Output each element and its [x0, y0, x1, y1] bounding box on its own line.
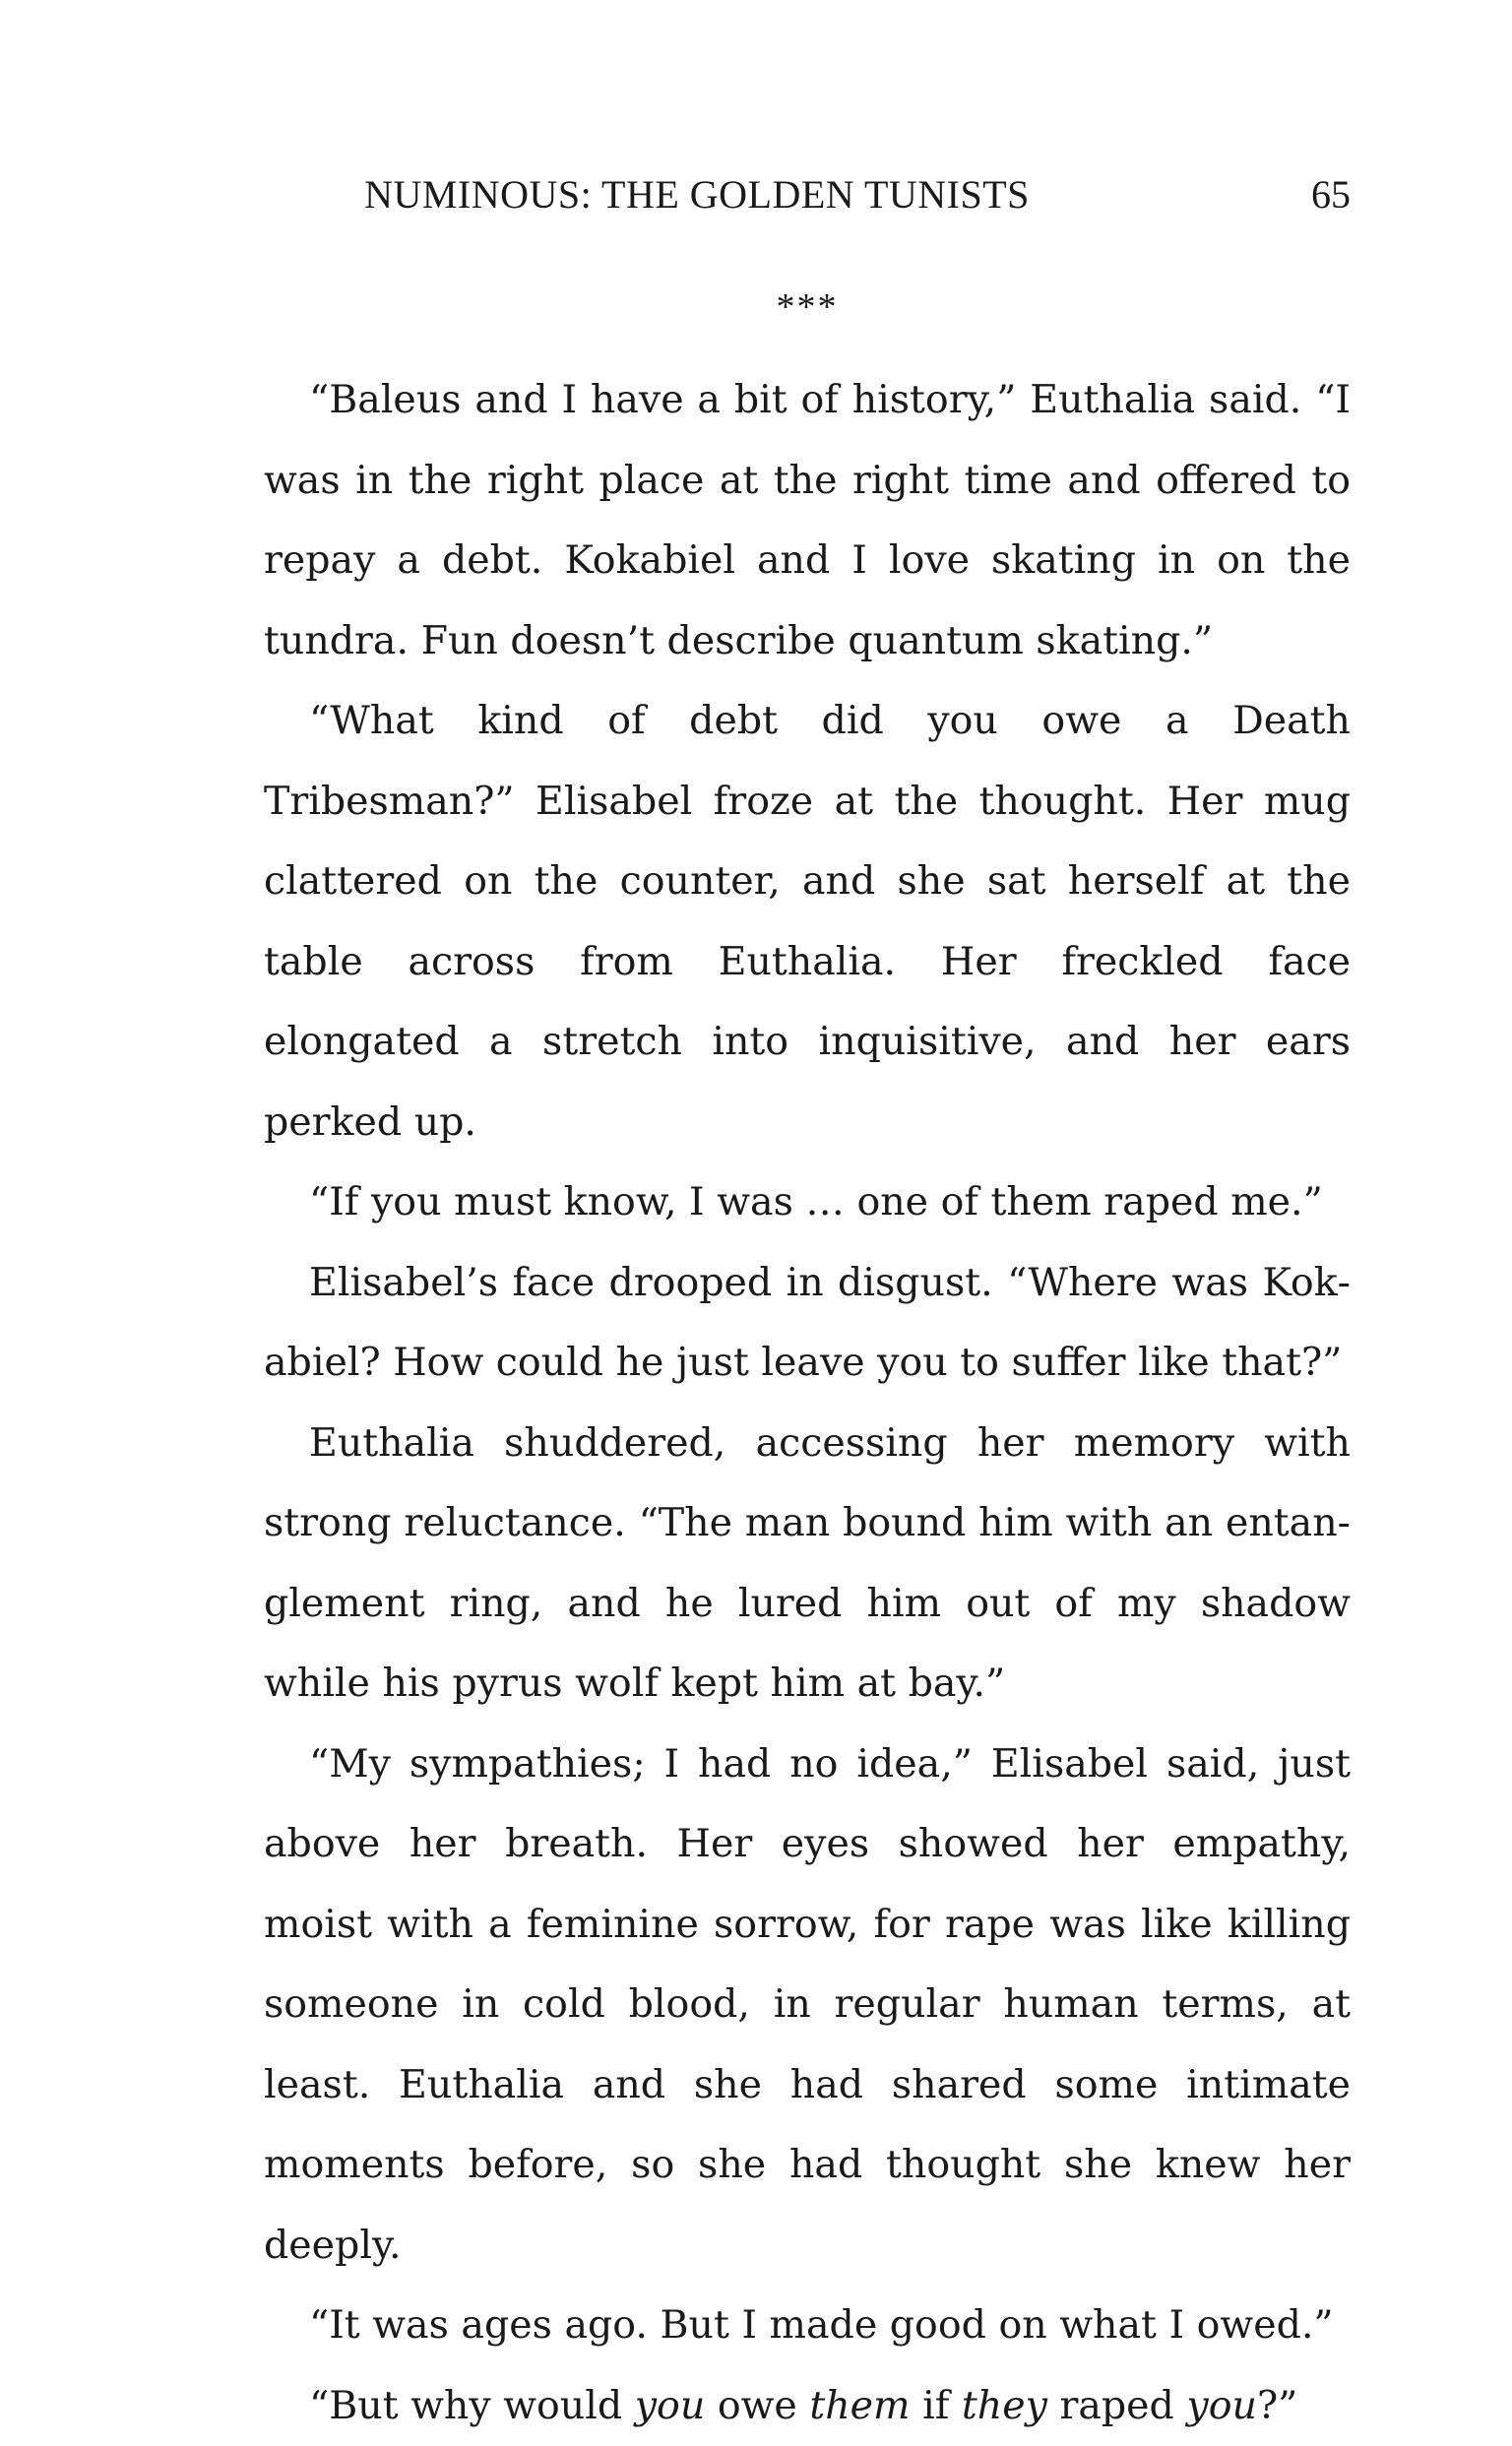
- paragraph: “My sympathies; I had no idea,” Elisabel said, just above her breath. Her eyes showed her empathy, moist with a feminine sorrow, for rape was like killing someone in cold blood, in regular human terms, at least. Euthalia and she had shared some intimate moments before, so she had thought she knew her deeply.: [264, 1725, 1351, 2287]
- italic-run: them: [809, 2383, 910, 2428]
- paragraph: “If you must know, I was … one of them raped me.”: [264, 1162, 1351, 1243]
- paragraph: “It was ages ago. But I made good on what I owed.”: [264, 2286, 1351, 2366]
- text-run: ?”: [1257, 2383, 1297, 2428]
- italic-run: they: [962, 2383, 1047, 2428]
- body-text: [264, 360, 1351, 2446]
- text-run: “But why would: [309, 2383, 635, 2428]
- text-run: if: [911, 2383, 962, 2428]
- paragraph: “What kind of debt did you owe a Death Tribesman?” Elisabel froze at the thought. Her mug clattered on the counter, and she sat herself at the table across from Euthalia. Her freckled face elongated a stretch into inquisitive, and her ears perked up.: [264, 681, 1351, 1162]
- page-number: 65: [1311, 165, 1351, 224]
- paragraph: Euthalia shuddered, accessing her memory with strong reluctance. “The man bound him with an entanglement ring, and he lured him out of my shadow while his pyrus wolf kept him at bay.”: [264, 1404, 1351, 1725]
- italic-run: you: [635, 2383, 706, 2428]
- paragraph-last: [264, 2366, 1351, 2446]
- text-run: raped: [1047, 2383, 1187, 2428]
- italic-run: you: [1186, 2383, 1257, 2428]
- paragraph: Elisabel’s face drooped in disgust. “Where was Kokabiel? How could he just leave you to suffer like that?”: [264, 1243, 1351, 1404]
- running-head: [264, 165, 1351, 224]
- scene-break: ***: [264, 285, 1351, 329]
- text-run: owe: [705, 2383, 809, 2428]
- paragraph: “Baleus and I have a bit of history,” Euthalia said. “I was in the right place at the right time and offered to repay a debt. Kokabiel and I love skating in on the tundra. Fun doesn’t describe quantum skating.”: [264, 360, 1351, 681]
- running-title: NUMINOUS: THE GOLDEN TUNISTS: [264, 165, 1130, 224]
